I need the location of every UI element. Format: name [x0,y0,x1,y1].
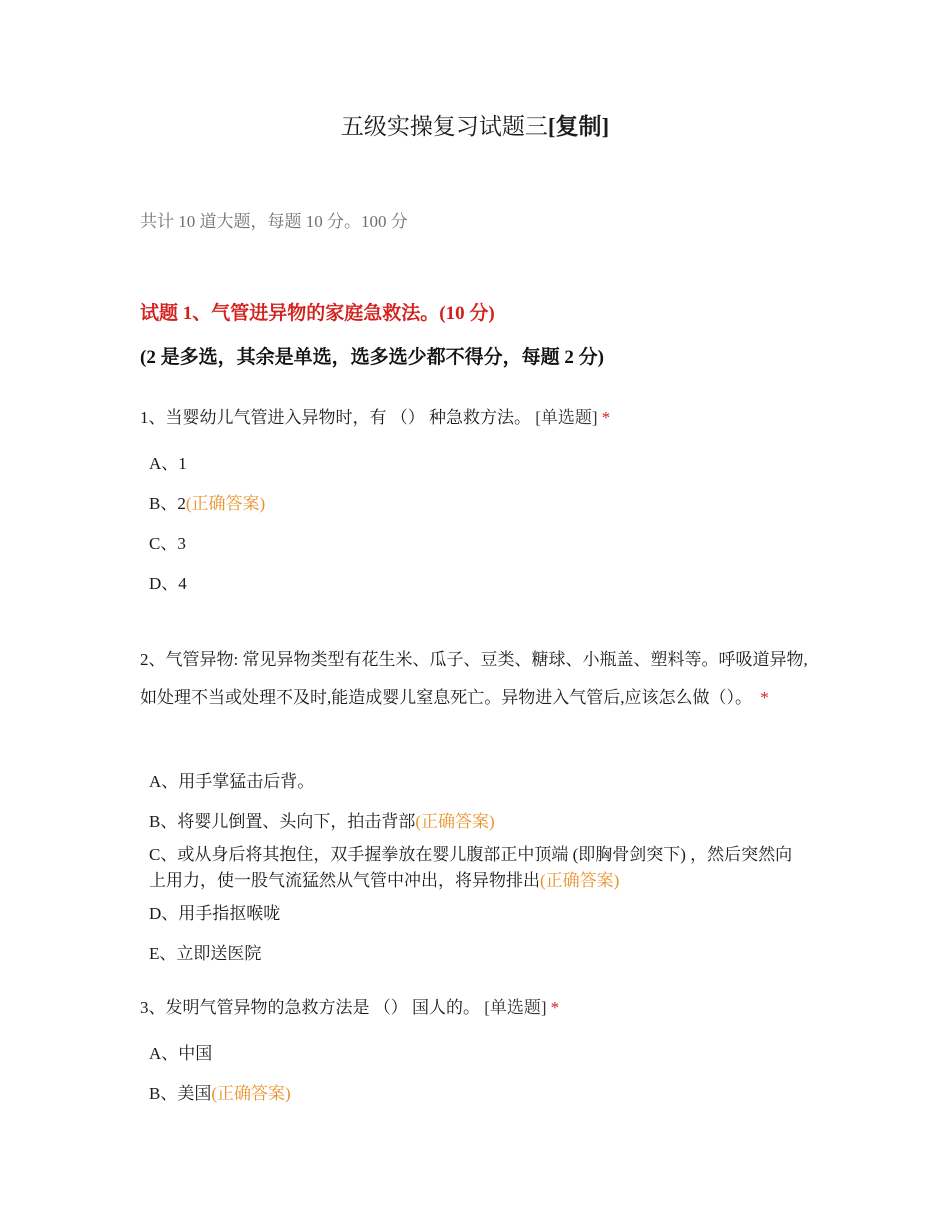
question-2-option-d: D、用手指抠喉咙 [149,904,281,923]
question-1-option-d: D、4 [149,574,187,593]
correct-answer-label: (正确答案) [211,1084,291,1103]
question-3-option-b: B、美国(正确答案) [149,1084,291,1103]
correct-answer-label: (正确答案) [415,812,495,831]
survey-intro: 共计 10 道大题，每题 10 分。100 分 [140,212,408,231]
question-1-title [140,399,812,437]
page-title [0,110,950,144]
question-1-type: [单选题] [535,408,598,427]
question-1-option-a: A、1 [149,454,187,473]
question-2-option-b: B、将婴儿倒置、头向下，拍击背部(正确答案) [149,812,495,831]
question-2-option-e: E、立即送医院 [149,944,262,963]
question-1-text: 1、当婴幼儿气管进入异物时，有 （） 种急救方法。 [140,408,531,427]
question-2-option-c: C、或从身后将其抱住，双手握拳放在婴儿腹部正中顶端 (即胸骨剑突下) ，然后突然向上用力，使一股气流猛然从气管中冲出，将异物排出(正确答案) [149,845,793,890]
section-note: (2 是多选，其余是单选，选多选少都不得分，每题 2 分) [140,347,604,368]
question-3-text: 3、发明气管异物的急救方法是 （） 国人的。 [140,998,480,1017]
question-1-option-c: C、3 [149,534,186,553]
question-3-title [140,989,812,1027]
correct-answer-label: (正确答案) [540,871,620,890]
correct-answer-label: (正确答案) [185,494,266,513]
question-2-title [140,641,812,717]
required-mark: * [760,688,769,707]
question-1-option-b: B、2(正确答案) [149,494,266,513]
page-title-suffix: [复制] [547,114,610,139]
question-2-text: 2、气管异物: 常见异物类型有花生米、瓜子、豆类、糖球、小瓶盖、塑料等。呼吸道异物,如处理不当或处理不及时,能造成婴儿窒息死亡。异物进入气管后,应该怎么做（）。 [140,650,808,707]
required-mark: * [601,408,611,427]
required-mark: * [550,998,560,1017]
page-title-main: 五级实操复习试题三 [340,114,548,139]
question-2-option-a: A、用手掌猛击后背。 [149,772,315,791]
section-title: 试题 1、气管进异物的家庭急救法。(10 分) [140,303,495,324]
question-3-option-a: A、中国 [149,1044,213,1063]
question-3-type: [单选题] [484,998,547,1017]
